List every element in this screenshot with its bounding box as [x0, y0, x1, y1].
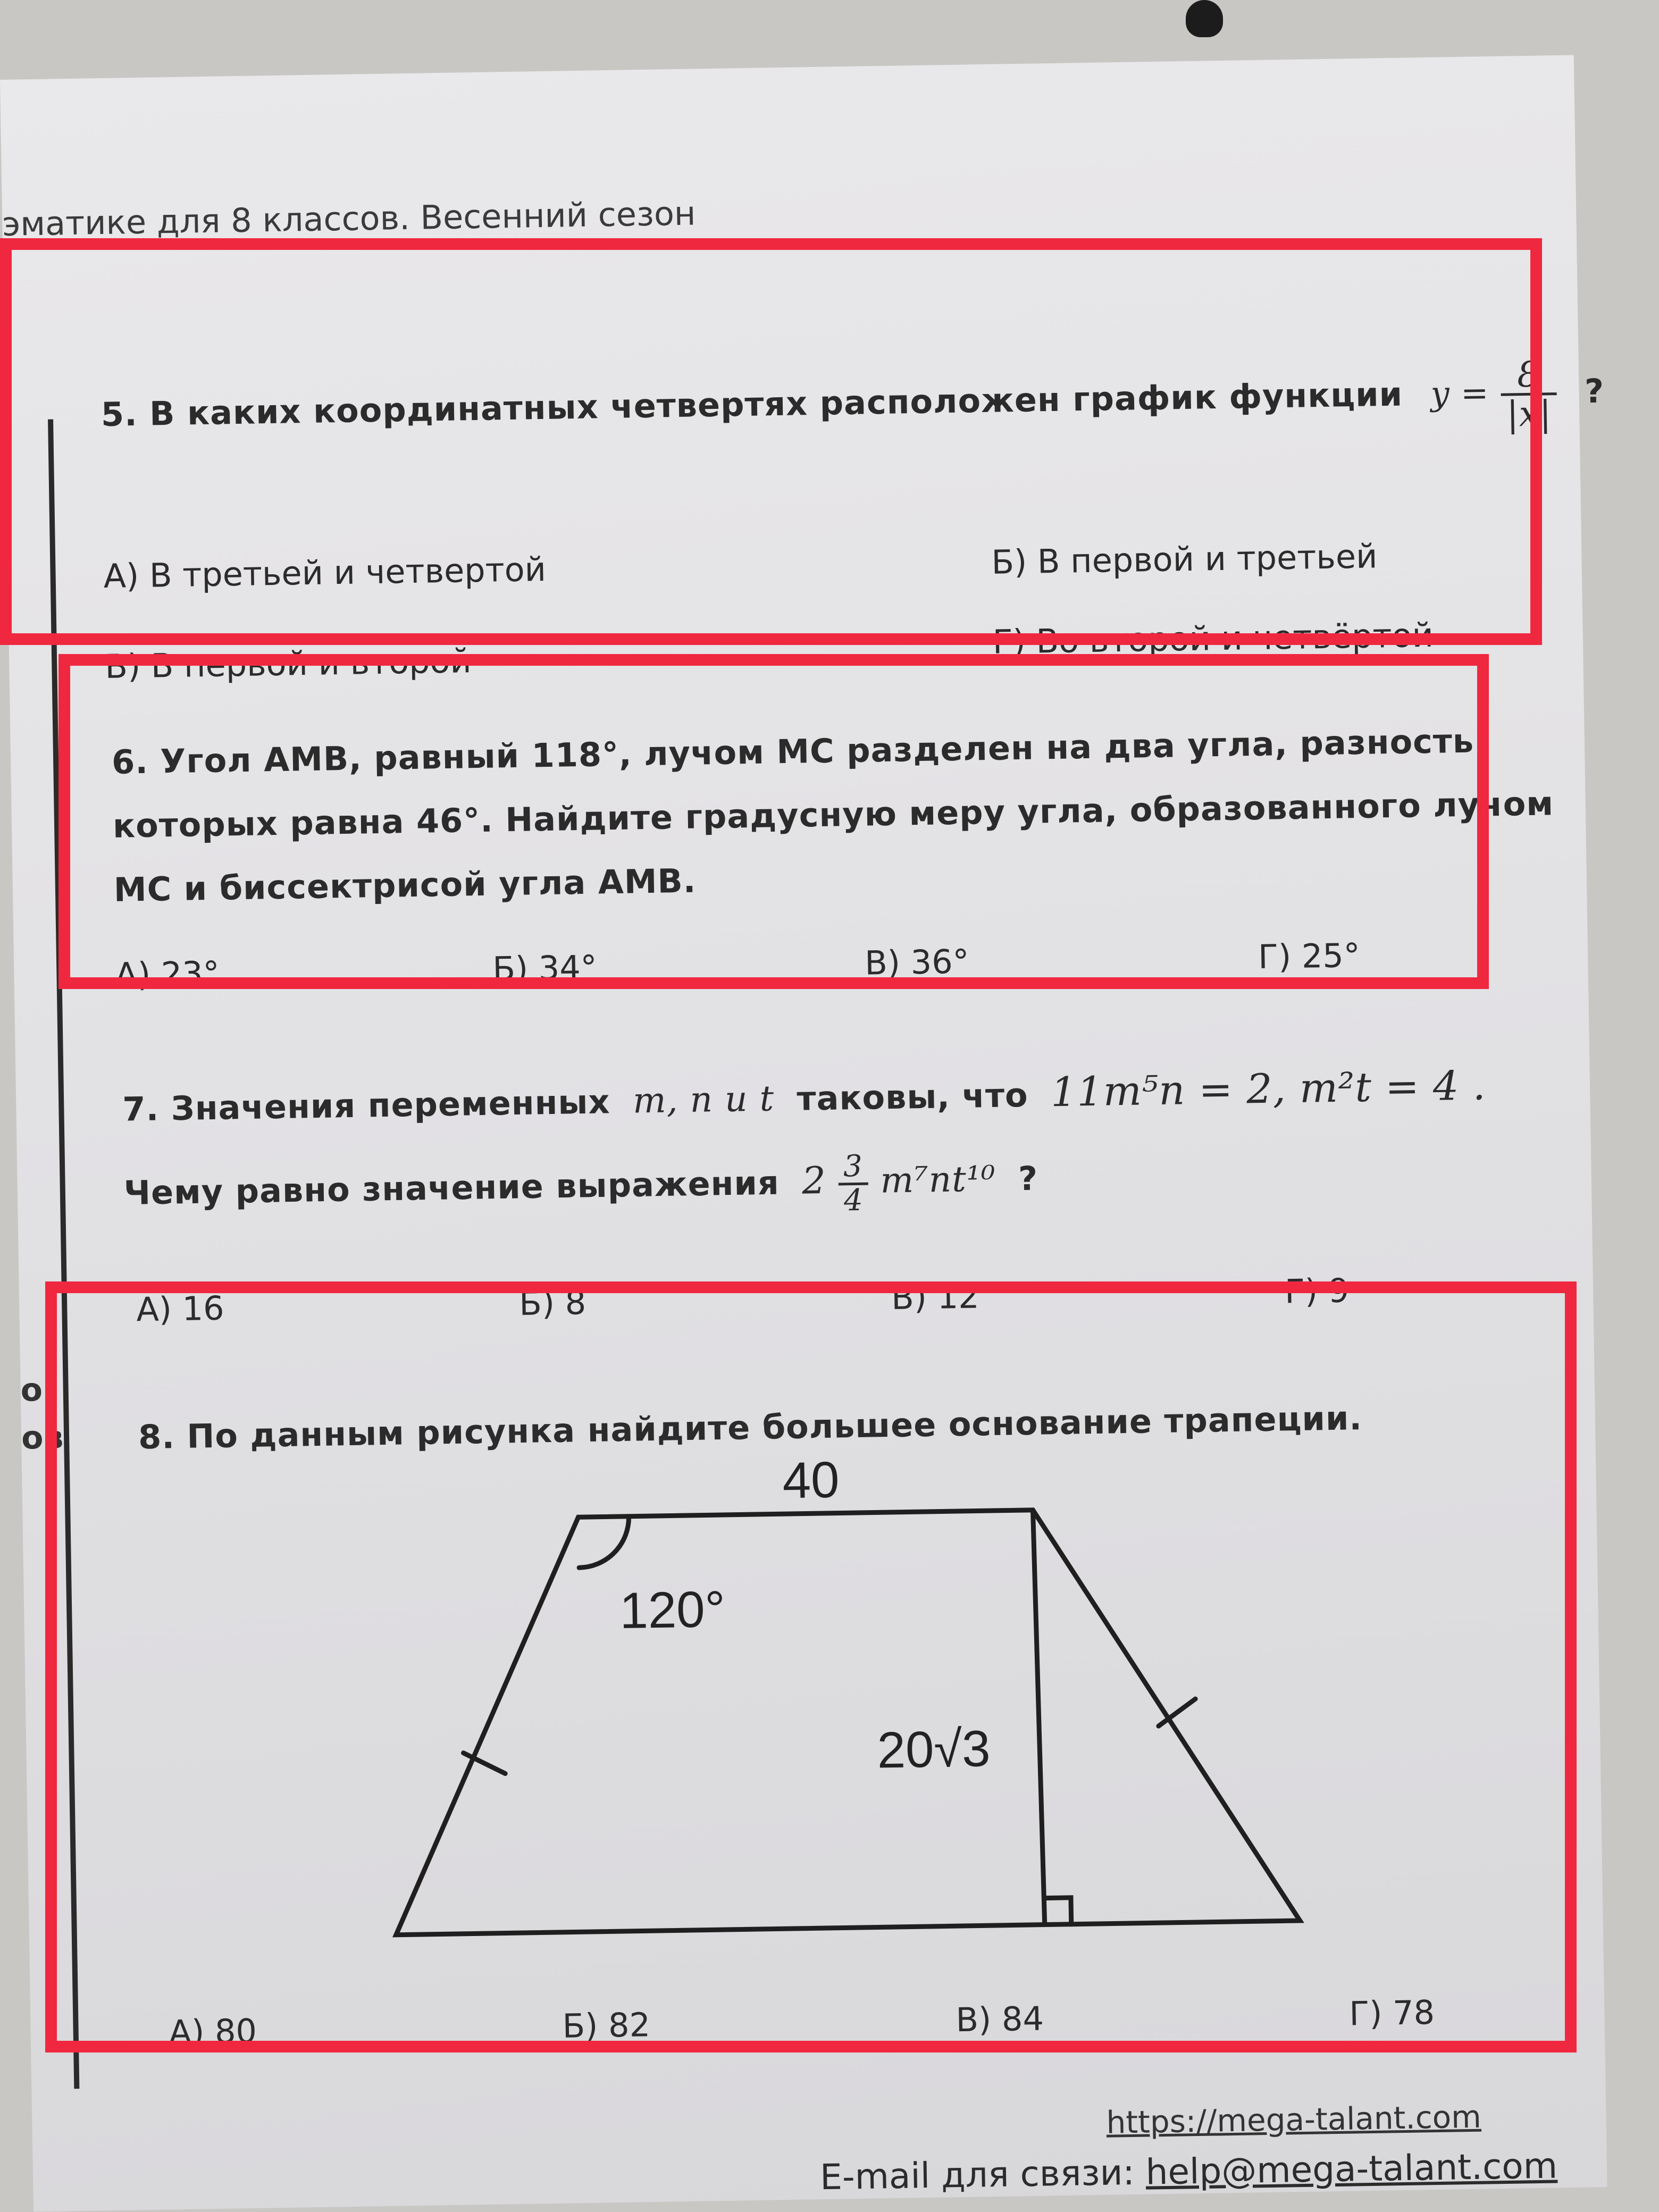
footer-email-address[interactable]: help@mega-talant.com: [1145, 2145, 1558, 2193]
question-6-line-2: которых равна 46°. Найдите градусную меру угла, образованного лучом: [112, 784, 1554, 845]
question-7-line-1: [122, 1061, 1487, 1130]
margin-fragment-1: о: [20, 1371, 43, 1409]
fraction-denominator: |x|: [1506, 393, 1552, 435]
question-7-line-2: [123, 1149, 1038, 1228]
highlight-box-question-5: [0, 238, 1542, 645]
expression-rest: m⁷nt¹⁰: [879, 1158, 996, 1201]
highlight-box-question-6: [58, 654, 1489, 989]
footer-website-link[interactable]: https://mega-talant.com: [1106, 2098, 1482, 2141]
question-5-qmark: ?: [1584, 371, 1605, 411]
expression-whole: 2: [801, 1159, 827, 1203]
question-6-line-3: МС и биссектрисой угла АМВ.: [113, 861, 697, 909]
fraction-denominator: 4: [843, 1183, 864, 1218]
label-top-base: 40: [782, 1451, 840, 1510]
question-7-intro: 7. Значения переменных: [122, 1082, 610, 1129]
page-header: эматике для 8 классов. Весенний сезон: [2, 194, 696, 244]
q5-option-a[interactable]: А) В третьей и четвертой: [103, 549, 547, 596]
label-angle: 120°: [619, 1580, 726, 1640]
q7-option-v[interactable]: В) 12: [891, 1277, 980, 1317]
q7-option-a[interactable]: А) 16: [136, 1288, 225, 1329]
expression-fraction: [837, 1151, 869, 1217]
label-height: 20√3: [876, 1720, 991, 1779]
question-7-ask: Чему равно значение выражения: [123, 1163, 780, 1212]
highlight-box-question-8: [45, 1281, 1577, 2052]
q8-option-b[interactable]: Б) 82: [562, 2005, 651, 2046]
question-7-vars: m, n и t: [632, 1078, 775, 1121]
q6-option-a[interactable]: А) 23°: [114, 953, 220, 994]
q8-option-v[interactable]: В) 84: [955, 1999, 1044, 2040]
question-6-line-1: 6. Угол АМВ, равный 118°, лучом МС разделен на два угла, разность: [111, 721, 1474, 782]
binder-clip: [1186, 0, 1223, 37]
footer-email-label: E-mail для связи:: [819, 2151, 1135, 2198]
q8-option-a[interactable]: А) 80: [169, 2011, 257, 2052]
fraction-numerator: 8: [1501, 356, 1557, 396]
q6-option-g[interactable]: Г) 25°: [1258, 936, 1361, 977]
fraction-numerator: 3: [837, 1151, 868, 1186]
q5-option-v[interactable]: В) В первой и второй: [104, 641, 472, 686]
question-7-tail: таковы, что: [797, 1075, 1029, 1118]
q5-option-g[interactable]: Г) Во второй и четвёртой: [992, 615, 1434, 661]
question-5-formula-y: y =: [1430, 373, 1489, 413]
q8-option-g[interactable]: Г) 78: [1348, 1993, 1435, 2033]
q7-option-g[interactable]: Г) 9: [1284, 1271, 1350, 1311]
q7-option-b[interactable]: Б) 8: [518, 1283, 586, 1323]
question-8-text: 8. По данным рисунка найдите большее основание трапеции.: [138, 1398, 1363, 1457]
question-7-qmark: ?: [1018, 1159, 1038, 1199]
margin-fragment-2: ов: [21, 1419, 64, 1457]
question-5-text: 5. В каких координатных четвертях расположен график функции: [100, 374, 1403, 434]
question-7-conditions: 11m⁵n = 2, m²t = 4 .: [1050, 1061, 1487, 1116]
footer-email: [820, 2145, 1558, 2198]
q5-option-b[interactable]: Б) В первой и третьей: [991, 537, 1378, 582]
q6-option-v[interactable]: В) 36°: [864, 942, 970, 983]
q6-option-b[interactable]: Б) 34°: [492, 948, 598, 988]
